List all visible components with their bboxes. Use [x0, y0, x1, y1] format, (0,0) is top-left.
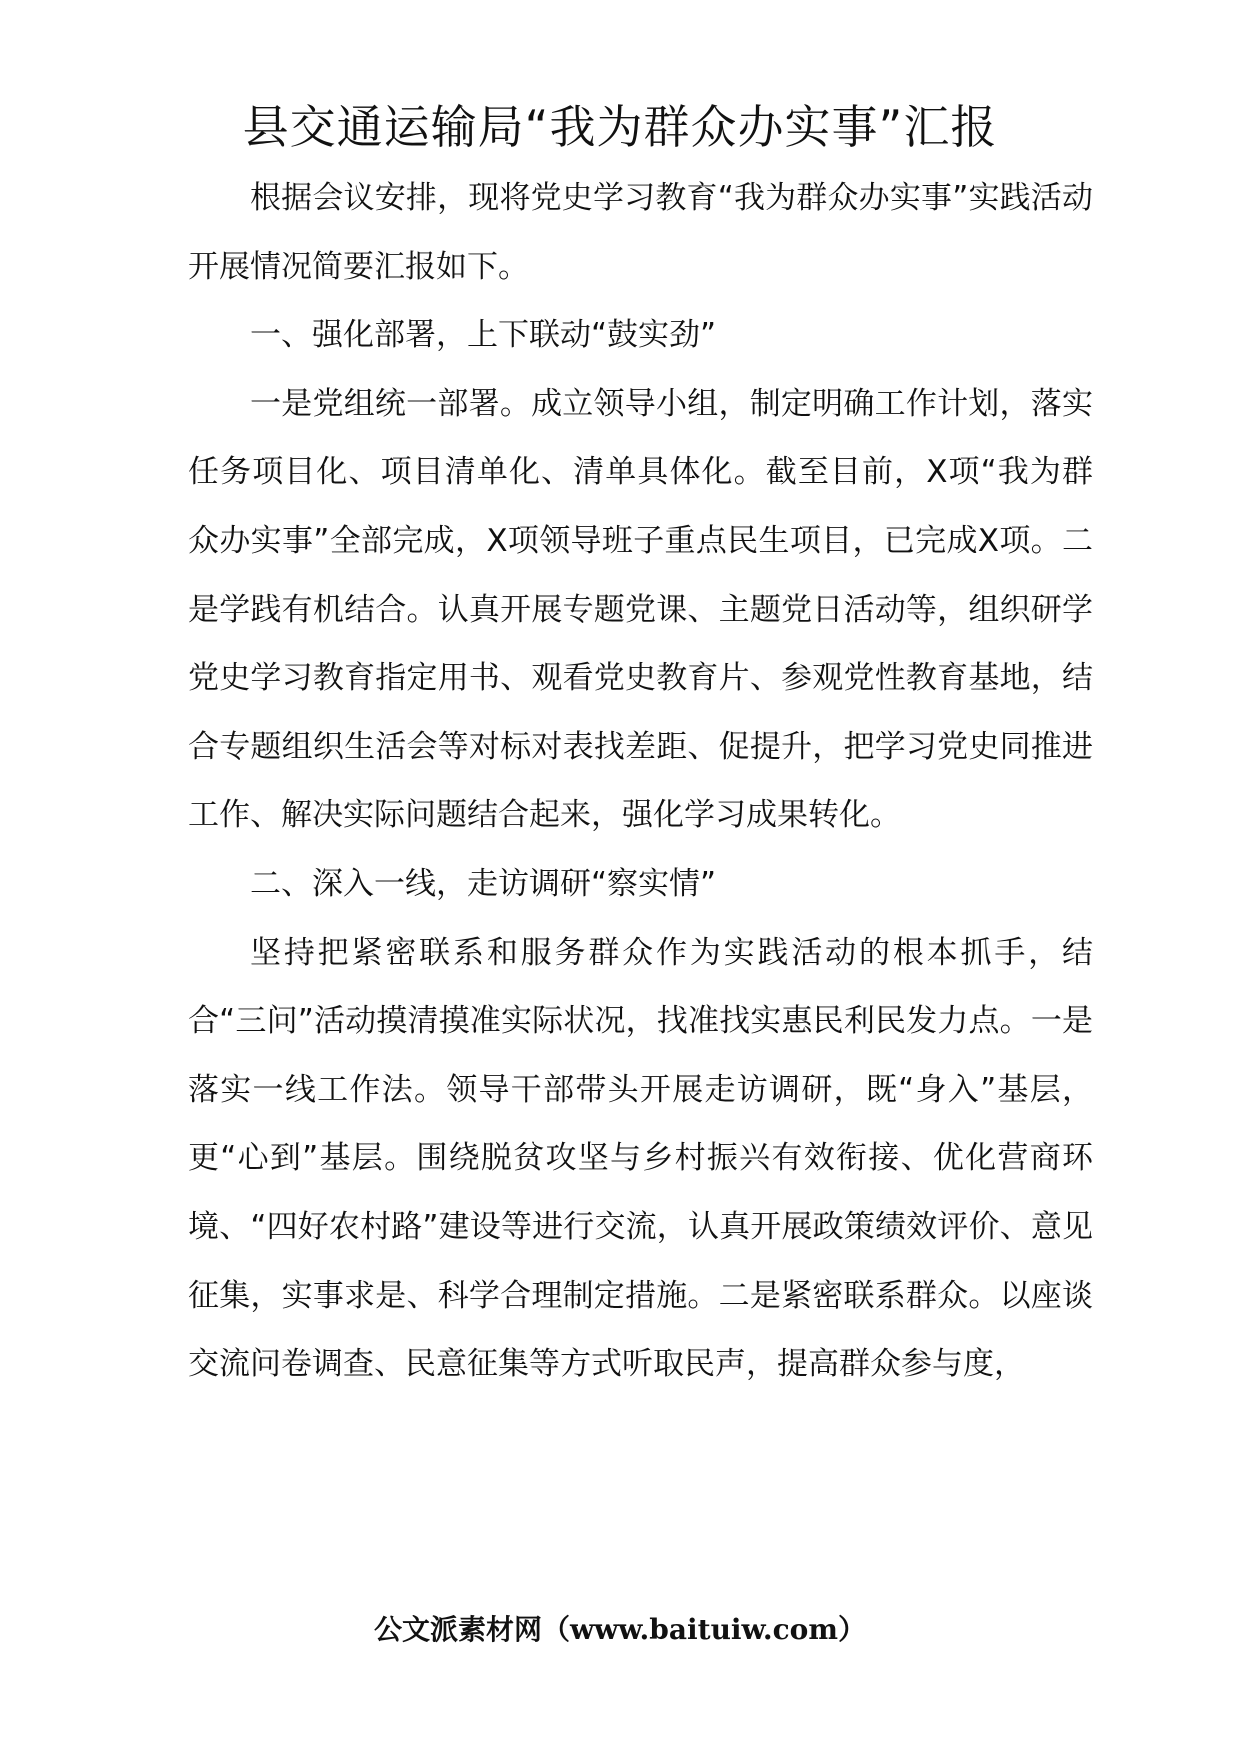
footer-watermark-text: 公文派素材网（www.baituiw.com）	[374, 1613, 866, 1646]
section-1-paragraph: 一是党组统一部署。成立领导小组，制定明确工作计划，落实任务项目化、项目清单化、清单具体化。截至目前，X项“我为群众办实事”全部完成，X项领导班子重点民生项目，已完成X项。二是学践有机结合。认真开展专题党课、主题党日活动等，组织研学党史学习教育指定用书、观看党史教育片、参观党性教育基地，结合专题组织生活会等对标对表找差距、促提升，把学习党史同推进工作、解决实际问题结合起来，强化学习成果转化。	[188, 385, 1093, 834]
section-heading-1: 一、强化部署，上下联动“鼓实劲”	[250, 317, 717, 354]
document-title: 县交通运输局“我为群众办实事”汇报	[242, 100, 998, 154]
section-2-paragraph: 坚持把紧密联系和服务群众作为实践活动的根本抓手，结合“三问”活动摸清摸准实际状况，找准找实惠民利民发力点。一是落实一线工作法。领导干部带头开展走访调研，既“身入”基层，更“心到”基层。围绕脱贫攻坚与乡村振兴有效衔接、优化营商环境、“四好农村路”建设等进行交流，认真开展政策绩效评价、意见征集，实事求是、科学合理制定措施。二是紧密联系群众。以座谈交流问卷调查、民意征集等方式听取民声，提高群众参与度，	[188, 934, 1093, 1383]
document-body	[188, 164, 1093, 1399]
section-heading-2: 二、深入一线，走访调研“察实情”	[250, 865, 717, 902]
intro-paragraph: 根据会议安排，现将党史学习教育“我为群众办实事”实践活动开展情况简要汇报如下。	[188, 180, 1093, 285]
